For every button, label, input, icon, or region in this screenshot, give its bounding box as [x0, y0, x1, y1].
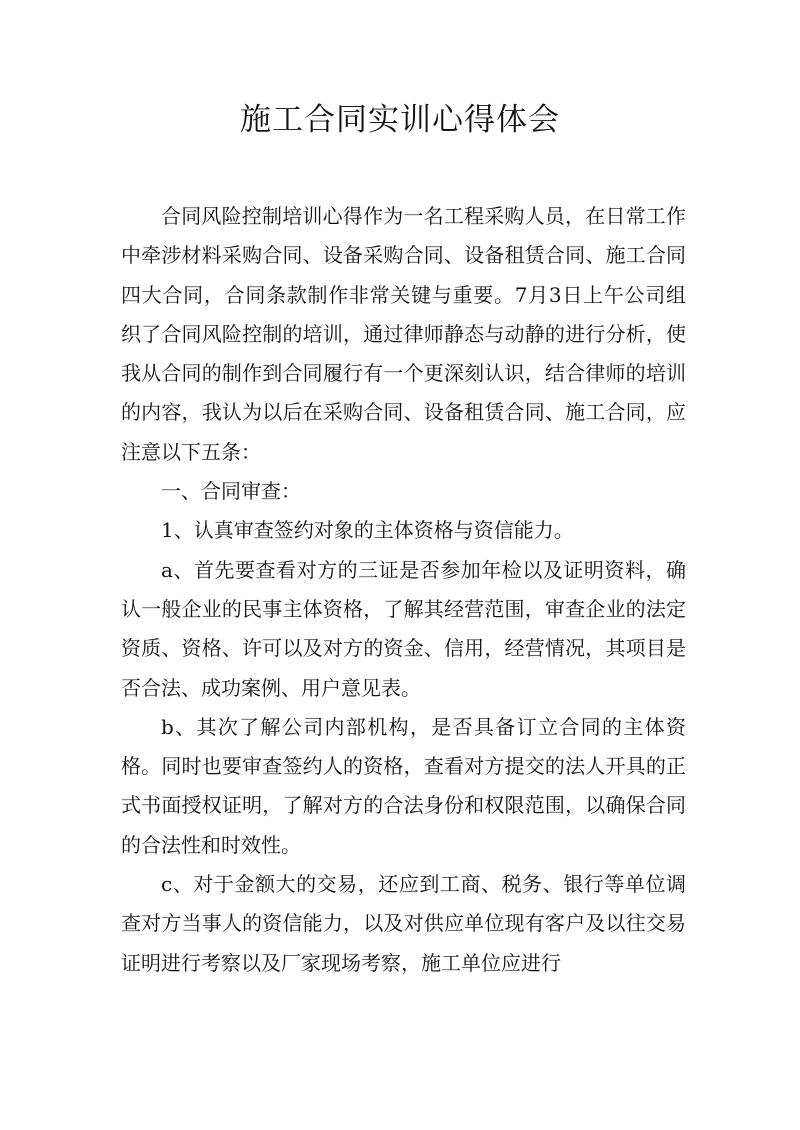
item-1-qualification-review: 1、认真审查签约对象的主体资格与资信能力。 [161, 518, 574, 543]
paragraph-intro: 合同风险控制培训心得作为一名工程采购人员，在日常工作中牵涉材料采购合同、设备采购合同、设备租赁合同、施工合同四大合同，合同条款制作非常关键与重要。7月3日上午公司组织了合同风险控制的培训，通过律师静态与动静的进行分析，使我从合同的制作到合同履行有一个更深刻认识，结合律师的培训的内容，我认为以后在采购合同、设备租赁合同、施工合同，应注意以下五条： [121, 204, 686, 464]
item-c-large-transactions: c、对于金额大的交易，还应到工商、税务、银行等单位调查对方当事人的资信能力，以及对供应单位现有客户及以往交易证明进行考察以及厂家现场考察，施工单位应进行 [121, 872, 686, 975]
item-a-certificates: a、首先要查看对方的三证是否参加年检以及证明资料，确认一般企业的民事主体资格，了解其经营范围，审查企业的法定资质、资格、许可以及对方的资金、信用，经营情况，其项目是否合法、成功案例、用户意见表。 [121, 557, 686, 700]
document-title: 施工合同实训心得体会 [240, 102, 560, 138]
document-body [121, 197, 686, 983]
section-heading-contract-review: 一、合同审查： [161, 479, 301, 504]
item-b-internal-structure: b、其次了解公司内部机构，是否具备订立合同的主体资格。同时也要审查签约人的资格，查看对方提交的法人开具的正式书面授权证明，了解对方的合法身份和权限范围，以确保合同的合法性和时效性。 [121, 714, 686, 857]
